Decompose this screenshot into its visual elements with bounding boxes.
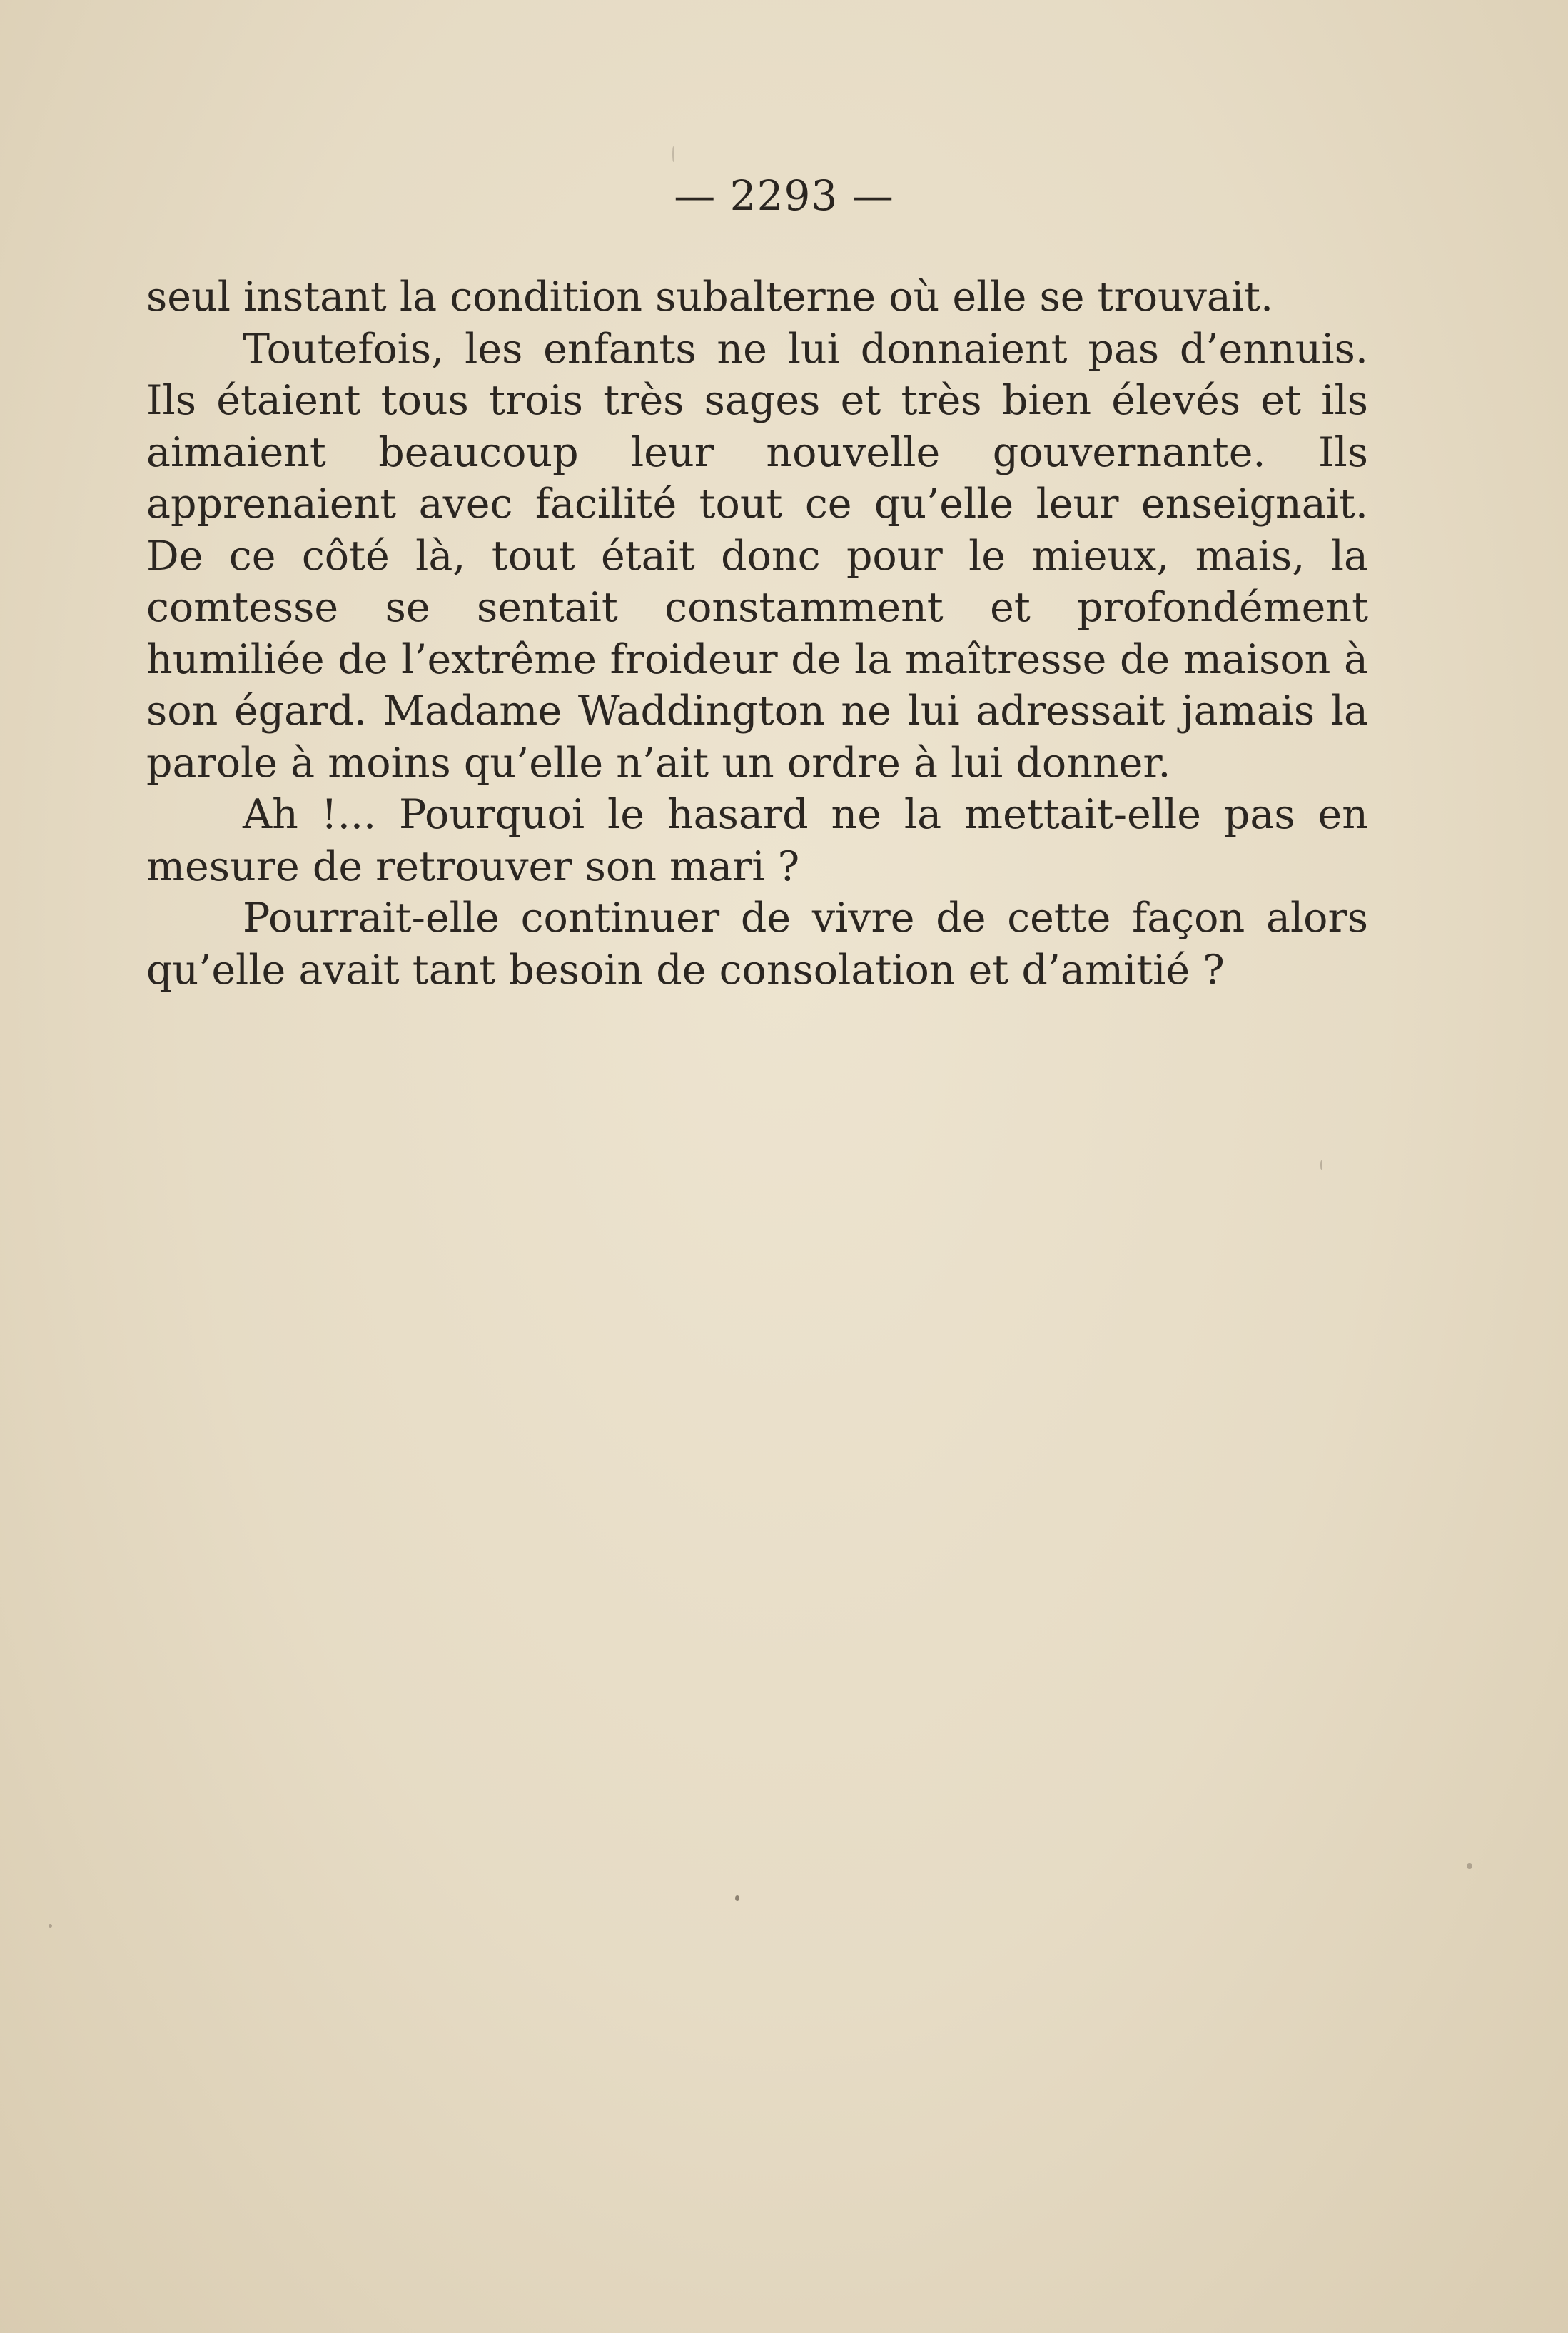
paper-speck bbox=[1467, 1863, 1472, 1869]
paper-speck bbox=[735, 1895, 739, 1901]
body-text bbox=[146, 271, 1368, 996]
paper-speck bbox=[672, 146, 674, 162]
page-number: — 2293 — bbox=[674, 171, 894, 220]
paper-speck bbox=[49, 1924, 52, 1928]
paragraph: seul instant la condition subalterne où elle se trouvait. bbox=[146, 273, 1274, 321]
paragraph: Toutefois, les enfants ne lui donnaient pas d’ennuis. Ils étaient tous trois très sages et très bien élevés et ils aimaient beaucoup leur nouvelle gouvernante. Ils apprenaient avec facilité tout ce qu’elle leur enseignait. De ce côté là, tout était donc pour le mieux, mais, la comtesse se sentait constamment et profondément humiliée de l’extrême froideur de la maîtresse de maison à son égard. Madame Waddington ne lui adressait jamais la parole à moins qu’elle n’ait un ordre à lui donner. bbox=[146, 325, 1368, 787]
paragraph: Ah !... Pourquoi le hasard ne la mettait-elle pas en mesure de retrouver son mari ? bbox=[146, 791, 1368, 890]
paper-speck bbox=[1320, 1160, 1322, 1170]
paragraph: Pourrait-elle continuer de vivre de cette façon alors qu’elle avait tant besoin de consolation et d’amitié ? bbox=[146, 895, 1368, 994]
